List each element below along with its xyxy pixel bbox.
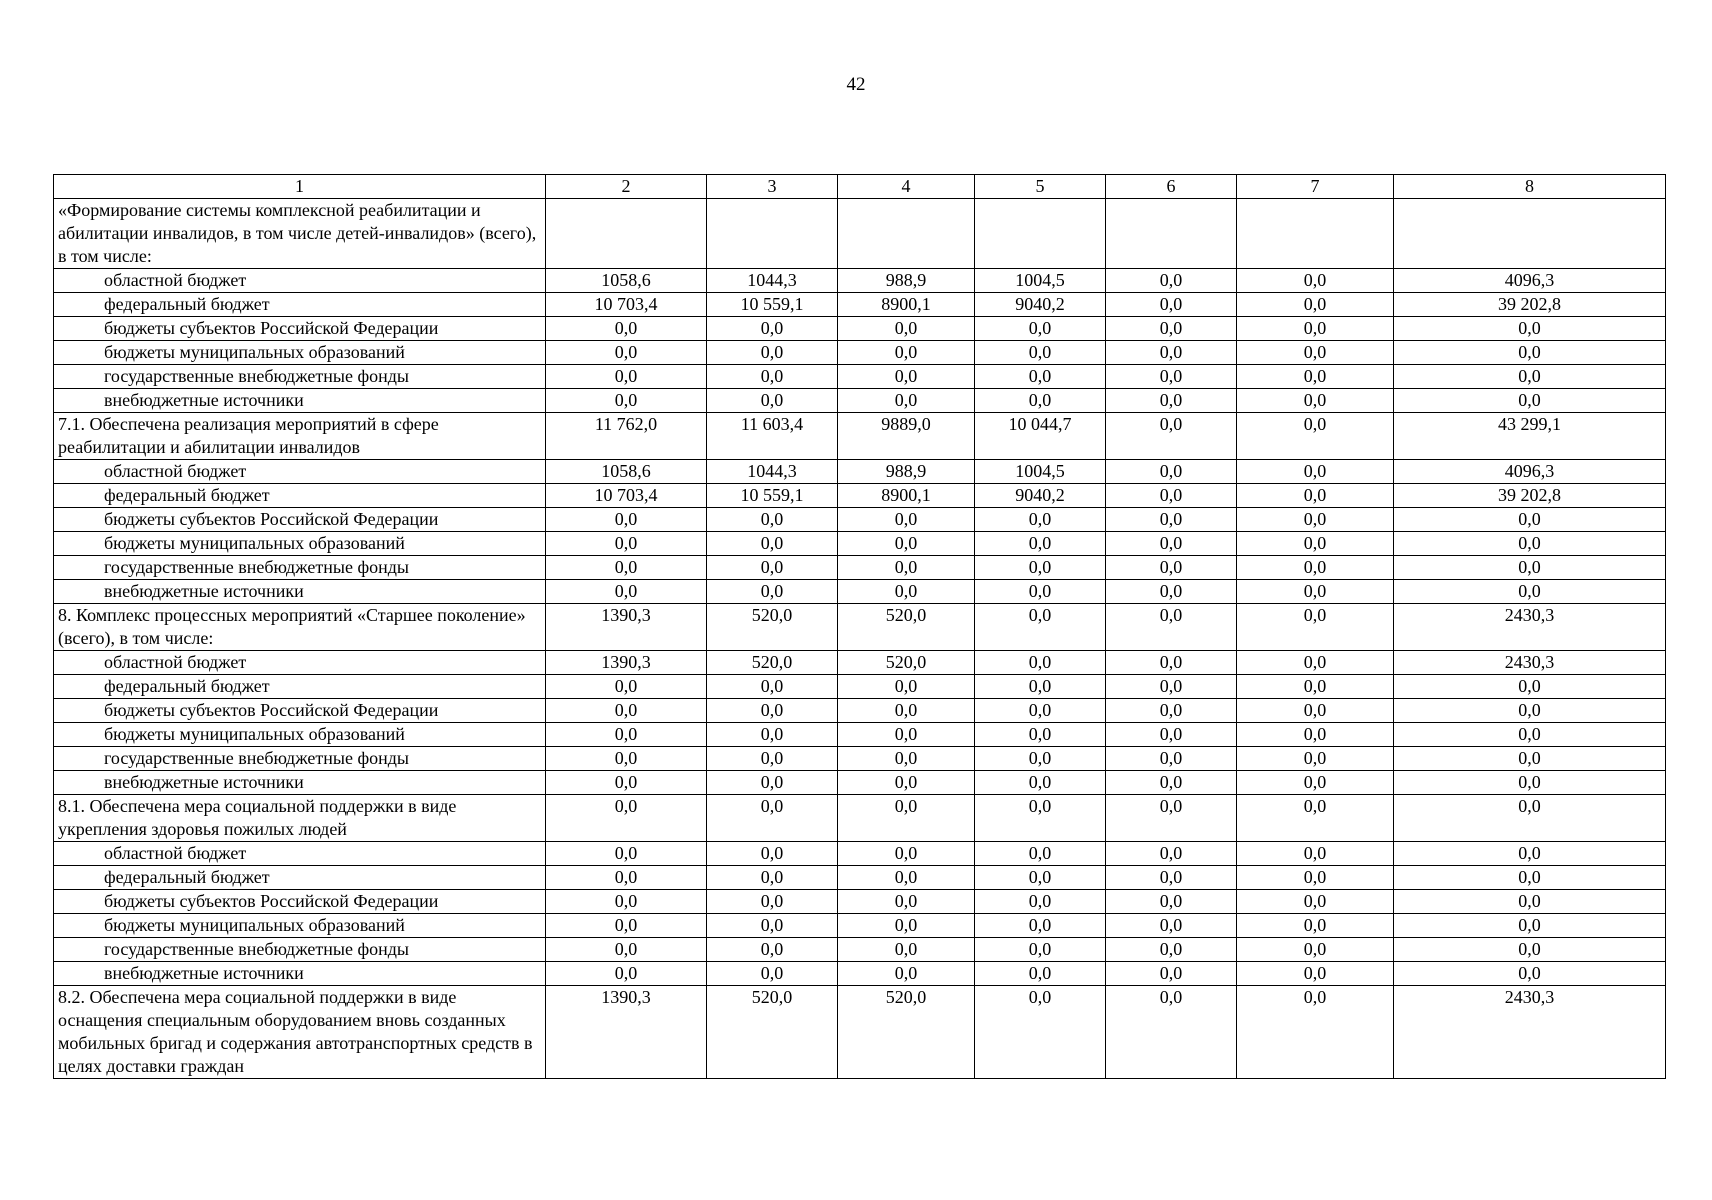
row-label: 7.1. Обеспечена реализация мероприятий в сфере реабилитации и абилитации инвалидов bbox=[54, 413, 546, 460]
cell-value: 0,0 bbox=[1237, 699, 1394, 723]
row-label: бюджеты субъектов Российской Федерации bbox=[54, 317, 546, 341]
cell-value: 1044,3 bbox=[707, 269, 838, 293]
cell-value: 2430,3 bbox=[1394, 604, 1666, 651]
cell-value: 0,0 bbox=[975, 365, 1106, 389]
cell-value: 0,0 bbox=[1106, 723, 1237, 747]
table-row bbox=[54, 699, 1666, 723]
cell-value bbox=[975, 199, 1106, 269]
row-label: бюджеты субъектов Российской Федерации bbox=[54, 699, 546, 723]
cell-value: 0,0 bbox=[975, 962, 1106, 986]
cell-value: 39 202,8 bbox=[1394, 293, 1666, 317]
cell-value: 0,0 bbox=[1394, 795, 1666, 842]
table-row bbox=[54, 723, 1666, 747]
cell-value bbox=[1237, 199, 1394, 269]
table-row bbox=[54, 675, 1666, 699]
cell-value: 0,0 bbox=[1106, 866, 1237, 890]
table-row bbox=[54, 532, 1666, 556]
cell-value: 0,0 bbox=[838, 580, 975, 604]
cell-value: 520,0 bbox=[838, 604, 975, 651]
cell-value: 9040,2 bbox=[975, 484, 1106, 508]
cell-value bbox=[1106, 199, 1237, 269]
table-row bbox=[54, 962, 1666, 986]
cell-value: 0,0 bbox=[1106, 269, 1237, 293]
cell-value: 0,0 bbox=[546, 747, 707, 771]
cell-value: 0,0 bbox=[546, 556, 707, 580]
cell-value: 0,0 bbox=[546, 914, 707, 938]
cell-value: 0,0 bbox=[1106, 795, 1237, 842]
cell-value: 0,0 bbox=[707, 341, 838, 365]
cell-value: 0,0 bbox=[546, 699, 707, 723]
cell-value: 0,0 bbox=[1106, 341, 1237, 365]
row-label: 8. Комплекс процессных мероприятий «Старшее поколение» (всего), в том числе: bbox=[54, 604, 546, 651]
row-label: внебюджетные источники bbox=[54, 962, 546, 986]
cell-value: 0,0 bbox=[1237, 365, 1394, 389]
cell-value: 0,0 bbox=[707, 914, 838, 938]
row-label: федеральный бюджет bbox=[54, 293, 546, 317]
cell-value: 0,0 bbox=[1106, 604, 1237, 651]
cell-value: 0,0 bbox=[1237, 532, 1394, 556]
cell-value: 0,0 bbox=[1237, 317, 1394, 341]
cell-value: 0,0 bbox=[838, 317, 975, 341]
cell-value: 0,0 bbox=[975, 556, 1106, 580]
budget-table bbox=[53, 174, 1666, 1079]
cell-value: 0,0 bbox=[1237, 484, 1394, 508]
cell-value: 0,0 bbox=[1237, 842, 1394, 866]
cell-value: 0,0 bbox=[975, 795, 1106, 842]
cell-value: 0,0 bbox=[1106, 890, 1237, 914]
cell-value: 520,0 bbox=[707, 651, 838, 675]
cell-value: 0,0 bbox=[1106, 675, 1237, 699]
row-label: федеральный бюджет bbox=[54, 484, 546, 508]
table-row bbox=[54, 651, 1666, 675]
row-label: государственные внебюджетные фонды bbox=[54, 938, 546, 962]
cell-value: 10 044,7 bbox=[975, 413, 1106, 460]
table-row bbox=[54, 842, 1666, 866]
table-section-row bbox=[54, 604, 1666, 651]
cell-value: 0,0 bbox=[1237, 604, 1394, 651]
row-label: государственные внебюджетные фонды bbox=[54, 556, 546, 580]
cell-value: 0,0 bbox=[975, 532, 1106, 556]
cell-value: 0,0 bbox=[1106, 580, 1237, 604]
cell-value: 0,0 bbox=[546, 341, 707, 365]
cell-value: 9889,0 bbox=[838, 413, 975, 460]
cell-value: 0,0 bbox=[1237, 723, 1394, 747]
cell-value: 0,0 bbox=[1394, 699, 1666, 723]
cell-value: 0,0 bbox=[838, 556, 975, 580]
column-header: 7 bbox=[1237, 175, 1394, 199]
cell-value: 0,0 bbox=[1237, 938, 1394, 962]
cell-value: 0,0 bbox=[1394, 556, 1666, 580]
cell-value: 0,0 bbox=[707, 866, 838, 890]
cell-value: 0,0 bbox=[975, 890, 1106, 914]
cell-value: 0,0 bbox=[975, 723, 1106, 747]
table-row bbox=[54, 269, 1666, 293]
cell-value bbox=[707, 199, 838, 269]
table-row bbox=[54, 866, 1666, 890]
cell-value: 0,0 bbox=[1237, 747, 1394, 771]
cell-value: 0,0 bbox=[546, 890, 707, 914]
column-header: 3 bbox=[707, 175, 838, 199]
cell-value: 0,0 bbox=[546, 317, 707, 341]
cell-value: 0,0 bbox=[1106, 508, 1237, 532]
cell-value: 0,0 bbox=[838, 699, 975, 723]
cell-value: 0,0 bbox=[546, 508, 707, 532]
row-label: областной бюджет bbox=[54, 269, 546, 293]
table-section-row bbox=[54, 795, 1666, 842]
cell-value: 0,0 bbox=[707, 389, 838, 413]
cell-value: 0,0 bbox=[546, 675, 707, 699]
table-row bbox=[54, 890, 1666, 914]
cell-value: 0,0 bbox=[1237, 651, 1394, 675]
cell-value: 0,0 bbox=[1237, 413, 1394, 460]
row-label: бюджеты муниципальных образований bbox=[54, 341, 546, 365]
cell-value: 0,0 bbox=[838, 532, 975, 556]
cell-value: 0,0 bbox=[975, 866, 1106, 890]
cell-value: 0,0 bbox=[546, 842, 707, 866]
cell-value bbox=[546, 199, 707, 269]
cell-value: 988,9 bbox=[838, 460, 975, 484]
cell-value: 0,0 bbox=[838, 771, 975, 795]
cell-value: 520,0 bbox=[838, 651, 975, 675]
cell-value: 0,0 bbox=[975, 604, 1106, 651]
row-label: бюджеты муниципальных образований bbox=[54, 532, 546, 556]
cell-value: 2430,3 bbox=[1394, 986, 1666, 1079]
cell-value: 10 559,1 bbox=[707, 293, 838, 317]
table-row bbox=[54, 460, 1666, 484]
cell-value: 0,0 bbox=[546, 771, 707, 795]
cell-value: 0,0 bbox=[838, 938, 975, 962]
cell-value: 1004,5 bbox=[975, 460, 1106, 484]
cell-value: 0,0 bbox=[838, 866, 975, 890]
cell-value: 0,0 bbox=[1106, 484, 1237, 508]
cell-value: 0,0 bbox=[1394, 317, 1666, 341]
cell-value: 0,0 bbox=[707, 723, 838, 747]
cell-value: 0,0 bbox=[1237, 269, 1394, 293]
cell-value: 10 703,4 bbox=[546, 484, 707, 508]
cell-value: 0,0 bbox=[838, 341, 975, 365]
cell-value: 0,0 bbox=[1106, 914, 1237, 938]
cell-value: 0,0 bbox=[707, 938, 838, 962]
cell-value: 0,0 bbox=[1237, 556, 1394, 580]
row-label: федеральный бюджет bbox=[54, 675, 546, 699]
cell-value: 0,0 bbox=[546, 365, 707, 389]
cell-value: 10 703,4 bbox=[546, 293, 707, 317]
cell-value: 0,0 bbox=[1237, 771, 1394, 795]
cell-value: 0,0 bbox=[546, 866, 707, 890]
cell-value: 0,0 bbox=[707, 556, 838, 580]
cell-value: 520,0 bbox=[707, 986, 838, 1079]
cell-value: 0,0 bbox=[1394, 508, 1666, 532]
cell-value: 11 762,0 bbox=[546, 413, 707, 460]
cell-value: 0,0 bbox=[838, 675, 975, 699]
row-label: бюджеты муниципальных образований bbox=[54, 914, 546, 938]
cell-value: 0,0 bbox=[1237, 675, 1394, 699]
cell-value: 0,0 bbox=[1394, 532, 1666, 556]
row-label: внебюджетные источники bbox=[54, 580, 546, 604]
cell-value: 0,0 bbox=[1394, 580, 1666, 604]
cell-value: 0,0 bbox=[707, 365, 838, 389]
cell-value: 0,0 bbox=[1394, 866, 1666, 890]
cell-value: 0,0 bbox=[546, 580, 707, 604]
cell-value: 0,0 bbox=[1394, 771, 1666, 795]
cell-value: 0,0 bbox=[546, 389, 707, 413]
cell-value: 0,0 bbox=[546, 532, 707, 556]
cell-value: 0,0 bbox=[1394, 341, 1666, 365]
cell-value: 0,0 bbox=[838, 890, 975, 914]
cell-value: 8900,1 bbox=[838, 293, 975, 317]
cell-value: 0,0 bbox=[707, 699, 838, 723]
cell-value: 0,0 bbox=[838, 723, 975, 747]
table-row bbox=[54, 747, 1666, 771]
cell-value: 0,0 bbox=[1237, 341, 1394, 365]
cell-value: 0,0 bbox=[1106, 365, 1237, 389]
cell-value: 0,0 bbox=[707, 890, 838, 914]
cell-value: 1390,3 bbox=[546, 651, 707, 675]
cell-value: 0,0 bbox=[838, 389, 975, 413]
cell-value: 0,0 bbox=[1394, 675, 1666, 699]
row-label: областной бюджет bbox=[54, 460, 546, 484]
cell-value: 0,0 bbox=[975, 986, 1106, 1079]
header-row bbox=[54, 175, 1666, 199]
row-label: государственные внебюджетные фонды bbox=[54, 747, 546, 771]
cell-value: 0,0 bbox=[1106, 532, 1237, 556]
cell-value: 0,0 bbox=[1394, 962, 1666, 986]
cell-value: 0,0 bbox=[975, 341, 1106, 365]
cell-value: 0,0 bbox=[975, 508, 1106, 532]
cell-value: 0,0 bbox=[1106, 317, 1237, 341]
cell-value: 4096,3 bbox=[1394, 269, 1666, 293]
column-header: 4 bbox=[838, 175, 975, 199]
row-label: областной бюджет bbox=[54, 842, 546, 866]
cell-value: 520,0 bbox=[707, 604, 838, 651]
cell-value: 0,0 bbox=[1394, 842, 1666, 866]
cell-value: 0,0 bbox=[975, 317, 1106, 341]
cell-value: 0,0 bbox=[1106, 413, 1237, 460]
cell-value: 0,0 bbox=[1237, 508, 1394, 532]
row-label: бюджеты муниципальных образований bbox=[54, 723, 546, 747]
table-row bbox=[54, 389, 1666, 413]
cell-value: 0,0 bbox=[707, 532, 838, 556]
table-row bbox=[54, 484, 1666, 508]
cell-value: 0,0 bbox=[1106, 938, 1237, 962]
cell-value: 0,0 bbox=[975, 938, 1106, 962]
column-header: 5 bbox=[975, 175, 1106, 199]
cell-value: 0,0 bbox=[1106, 962, 1237, 986]
table-section-row bbox=[54, 986, 1666, 1079]
row-label: внебюджетные источники bbox=[54, 771, 546, 795]
cell-value: 0,0 bbox=[1237, 890, 1394, 914]
cell-value bbox=[838, 199, 975, 269]
cell-value: 0,0 bbox=[1394, 747, 1666, 771]
cell-value: 0,0 bbox=[1106, 556, 1237, 580]
cell-value: 0,0 bbox=[1237, 795, 1394, 842]
row-label: 8.1. Обеспечена мера социальной поддержки в виде укрепления здоровья пожилых людей bbox=[54, 795, 546, 842]
cell-value bbox=[1394, 199, 1666, 269]
cell-value: 1044,3 bbox=[707, 460, 838, 484]
cell-value: 11 603,4 bbox=[707, 413, 838, 460]
cell-value: 0,0 bbox=[1394, 389, 1666, 413]
column-header: 2 bbox=[546, 175, 707, 199]
cell-value: 0,0 bbox=[1237, 914, 1394, 938]
cell-value: 0,0 bbox=[1237, 293, 1394, 317]
cell-value: 0,0 bbox=[707, 747, 838, 771]
cell-value: 0,0 bbox=[1237, 866, 1394, 890]
cell-value: 0,0 bbox=[1394, 938, 1666, 962]
cell-value: 0,0 bbox=[1106, 842, 1237, 866]
cell-value: 0,0 bbox=[707, 580, 838, 604]
cell-value: 0,0 bbox=[1106, 747, 1237, 771]
row-label: внебюджетные источники bbox=[54, 389, 546, 413]
cell-value: 0,0 bbox=[1394, 365, 1666, 389]
cell-value: 0,0 bbox=[707, 508, 838, 532]
cell-value: 0,0 bbox=[1394, 890, 1666, 914]
cell-value: 0,0 bbox=[1237, 962, 1394, 986]
cell-value: 0,0 bbox=[707, 795, 838, 842]
cell-value: 1390,3 bbox=[546, 986, 707, 1079]
column-header: 8 bbox=[1394, 175, 1666, 199]
cell-value: 0,0 bbox=[1237, 460, 1394, 484]
cell-value: 0,0 bbox=[975, 771, 1106, 795]
cell-value: 0,0 bbox=[975, 675, 1106, 699]
table-row bbox=[54, 556, 1666, 580]
table-row bbox=[54, 771, 1666, 795]
cell-value: 0,0 bbox=[975, 389, 1106, 413]
cell-value: 4096,3 bbox=[1394, 460, 1666, 484]
cell-value: 0,0 bbox=[546, 938, 707, 962]
cell-value: 1058,6 bbox=[546, 460, 707, 484]
cell-value: 0,0 bbox=[546, 795, 707, 842]
table-section-row bbox=[54, 413, 1666, 460]
row-label: областной бюджет bbox=[54, 651, 546, 675]
table-section-row bbox=[54, 199, 1666, 269]
cell-value: 39 202,8 bbox=[1394, 484, 1666, 508]
cell-value: 0,0 bbox=[1237, 580, 1394, 604]
cell-value: 0,0 bbox=[975, 651, 1106, 675]
cell-value: 520,0 bbox=[838, 986, 975, 1079]
cell-value: 0,0 bbox=[838, 747, 975, 771]
cell-value: 0,0 bbox=[1106, 460, 1237, 484]
cell-value: 0,0 bbox=[838, 508, 975, 532]
cell-value: 0,0 bbox=[838, 795, 975, 842]
cell-value: 1058,6 bbox=[546, 269, 707, 293]
cell-value: 0,0 bbox=[546, 723, 707, 747]
cell-value: 0,0 bbox=[707, 842, 838, 866]
cell-value: 0,0 bbox=[1106, 293, 1237, 317]
cell-value: 43 299,1 bbox=[1394, 413, 1666, 460]
row-label: государственные внебюджетные фонды bbox=[54, 365, 546, 389]
table-row bbox=[54, 508, 1666, 532]
cell-value: 0,0 bbox=[975, 747, 1106, 771]
cell-value: 1390,3 bbox=[546, 604, 707, 651]
row-label: 8.2. Обеспечена мера социальной поддержки в виде оснащения специальным оборудованием вновь созданных мобильных бригад и содержания автотранспортных средств в целях доставки граждан bbox=[54, 986, 546, 1079]
cell-value: 0,0 bbox=[838, 365, 975, 389]
cell-value: 0,0 bbox=[1237, 389, 1394, 413]
table-row bbox=[54, 914, 1666, 938]
cell-value: 0,0 bbox=[838, 914, 975, 938]
cell-value: 8900,1 bbox=[838, 484, 975, 508]
table-row bbox=[54, 365, 1666, 389]
cell-value: 0,0 bbox=[975, 914, 1106, 938]
table-row bbox=[54, 341, 1666, 365]
table-body bbox=[54, 199, 1666, 1079]
cell-value: 0,0 bbox=[546, 962, 707, 986]
cell-value: 9040,2 bbox=[975, 293, 1106, 317]
page-number: 42 bbox=[846, 74, 866, 95]
cell-value: 0,0 bbox=[975, 699, 1106, 723]
cell-value: 0,0 bbox=[1394, 723, 1666, 747]
cell-value: 0,0 bbox=[838, 842, 975, 866]
column-header: 1 bbox=[54, 175, 546, 199]
cell-value: 0,0 bbox=[707, 962, 838, 986]
cell-value: 0,0 bbox=[1394, 914, 1666, 938]
cell-value: 0,0 bbox=[1106, 986, 1237, 1079]
cell-value: 10 559,1 bbox=[707, 484, 838, 508]
cell-value: 0,0 bbox=[1106, 771, 1237, 795]
cell-value: 0,0 bbox=[707, 317, 838, 341]
table-row bbox=[54, 293, 1666, 317]
cell-value: 0,0 bbox=[1106, 389, 1237, 413]
cell-value: 0,0 bbox=[838, 962, 975, 986]
table-row bbox=[54, 580, 1666, 604]
row-label: федеральный бюджет bbox=[54, 866, 546, 890]
cell-value: 0,0 bbox=[707, 675, 838, 699]
cell-value: 0,0 bbox=[707, 771, 838, 795]
cell-value: 988,9 bbox=[838, 269, 975, 293]
row-label: «Формирование системы комплексной реабилитации и абилитации инвалидов, в том числе детей-инвалидов» (всего), в том числе: bbox=[54, 199, 546, 269]
cell-value: 0,0 bbox=[1237, 986, 1394, 1079]
cell-value: 1004,5 bbox=[975, 269, 1106, 293]
table-row bbox=[54, 938, 1666, 962]
row-label: бюджеты субъектов Российской Федерации bbox=[54, 508, 546, 532]
cell-value: 0,0 bbox=[975, 580, 1106, 604]
row-label: бюджеты субъектов Российской Федерации bbox=[54, 890, 546, 914]
column-header: 6 bbox=[1106, 175, 1237, 199]
cell-value: 0,0 bbox=[1106, 699, 1237, 723]
table-row bbox=[54, 317, 1666, 341]
cell-value: 2430,3 bbox=[1394, 651, 1666, 675]
cell-value: 0,0 bbox=[1106, 651, 1237, 675]
cell-value: 0,0 bbox=[975, 842, 1106, 866]
